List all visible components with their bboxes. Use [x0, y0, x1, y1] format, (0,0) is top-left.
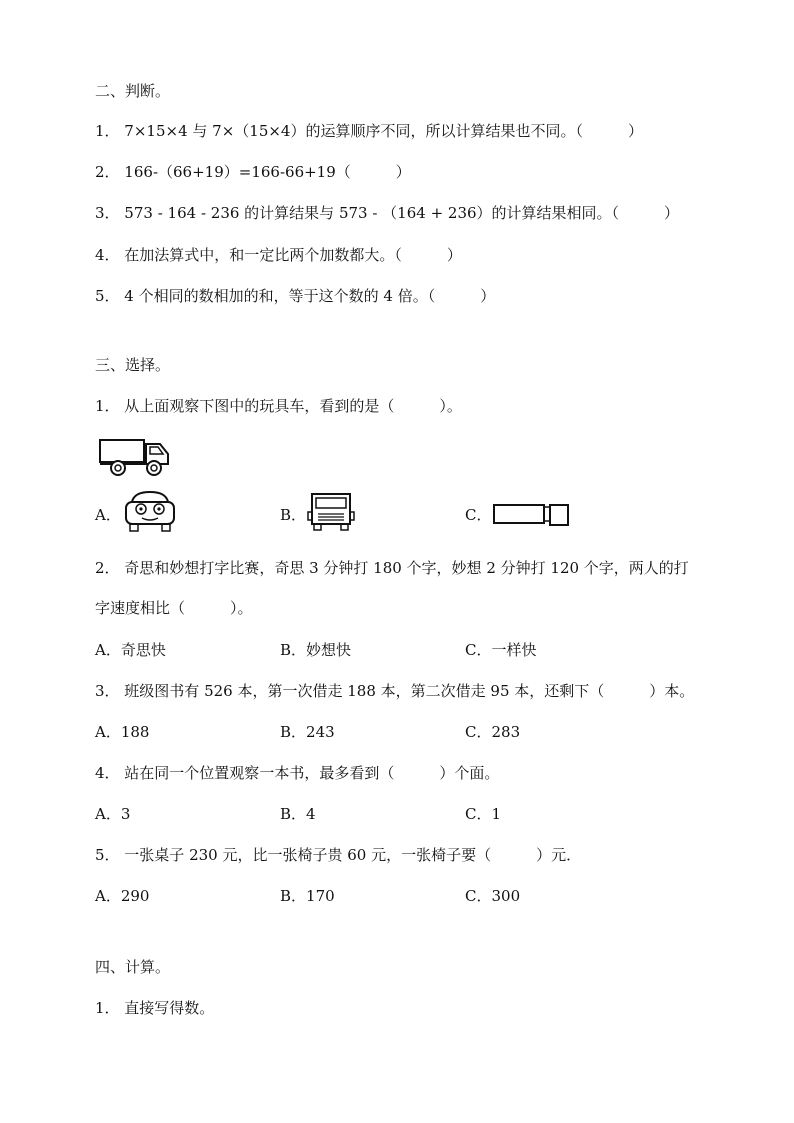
q1-option-a-label: A． — [95, 506, 121, 524]
choice-q5-text: 5． 一张桌子 230 元，比一张椅子贵 60 元，一张椅子要（ ）元． — [95, 846, 582, 864]
q3-option-b: B．243 — [280, 723, 335, 741]
toy-truck-side-icon — [98, 434, 172, 478]
truck-top-view-icon — [492, 502, 572, 528]
judge-item-2: 2． 166-（66+19）=166-66+19（ ） — [95, 163, 411, 181]
choice-q4-text: 4． 站在同一个位置观察一本书，最多看到（ ）个面。 — [95, 764, 500, 782]
q2-option-a: A．奇思快 — [95, 641, 166, 659]
choice-q3-text: 3． 班级图书有 526 本，第一次借走 188 本，第二次借走 95 本，还剩下（ ）本。 — [95, 682, 695, 700]
q2-option-c: C．一样快 — [465, 641, 537, 659]
q4-option-b: B．4 — [280, 805, 316, 823]
choice-q1-text: 1． 从上面观察下图中的玩具车，看到的是（ ）。 — [95, 397, 462, 415]
calc-q1-text: 1． 直接写得数。 — [95, 999, 215, 1017]
section-3-title: 三、选择。 — [95, 356, 171, 374]
q3-option-a: A．188 — [95, 723, 150, 741]
judge-item-4: 4． 在加法算式中，和一定比两个加数都大。（ ） — [95, 246, 462, 264]
judge-item-3: 3． 573 - 164 - 236 的计算结果与 573 - （164 + 236）的计算结果相同。（ ） — [95, 204, 680, 222]
q1-option-c-label: C． — [465, 506, 492, 524]
toy-car-front-face-icon — [122, 490, 178, 532]
section-2-title: 二、判断。 — [95, 82, 171, 100]
choice-q2-text-line1: 2． 奇思和妙想打字比赛，奇思 3 分钟打 180 个字，妙想 2 分钟打 120 个字，两人的打 — [95, 559, 689, 577]
q5-option-c: C．300 — [465, 887, 521, 905]
q3-option-c: C．283 — [465, 723, 521, 741]
judge-item-1: 1． 7×15×4 与 7×（15×4）的运算顺序不同，所以计算结果也不同。（ ） — [95, 122, 643, 140]
section-4-title: 四、计算。 — [95, 958, 171, 976]
q5-option-b: B．170 — [280, 887, 335, 905]
choice-q2-text-line2: 字速度相比（ ）。 — [95, 599, 253, 617]
truck-front-view-icon — [306, 492, 356, 532]
q4-option-a: A．3 — [95, 805, 131, 823]
q5-option-a: A．290 — [95, 887, 150, 905]
q2-option-b: B．妙想快 — [280, 641, 352, 659]
q4-option-c: C．1 — [465, 805, 502, 823]
q1-option-b-label: B． — [280, 506, 307, 524]
judge-item-5: 5． 4 个相同的数相加的和，等于这个数的 4 倍。（ ） — [95, 287, 496, 305]
